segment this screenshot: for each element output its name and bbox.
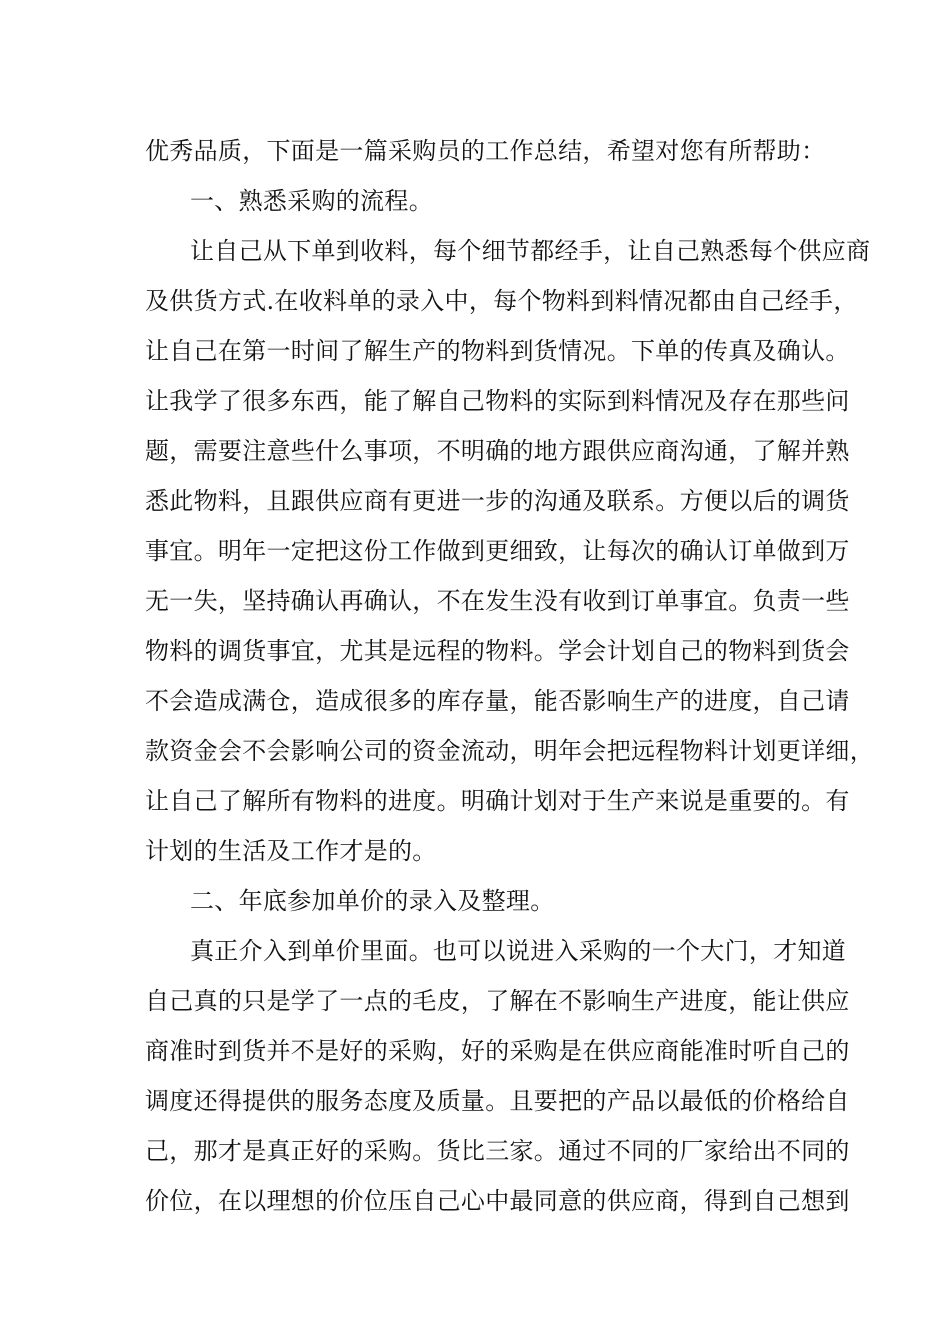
text-line: 己，那才是真正好的采购。货比三家。通过不同的厂家给出不同的 xyxy=(145,1137,850,1165)
text-line: 无一失，坚持确认再确认，不在发生没有收到订单事宜。负责一些 xyxy=(145,587,850,615)
text-line: 及供货方式.在收料单的录入中，每个物料到料情况都由自己经手， xyxy=(145,287,858,315)
text-line: 让我学了很多东西，能了解自己物料的实际到料情况及存在那些问 xyxy=(145,387,850,415)
text-line: 让自己在第一时间了解生产的物料到货情况。下单的传真及确认。 xyxy=(145,337,850,365)
text-line: 调度还得提供的服务态度及质量。且要把的产品以最低的价格给自 xyxy=(145,1087,850,1115)
text-line: 不会造成满仓，造成很多的库存量，能否影响生产的进度，自己请 xyxy=(145,687,850,715)
text-line: 事宜。明年一定把这份工作做到更细致，让每次的确认订单做到万 xyxy=(145,537,850,565)
text-line: 让自己从下单到收料，每个细节都经手，让自己熟悉每个供应商 xyxy=(190,237,871,265)
text-line: 价位，在以理想的价位压自己心中最同意的供应商，得到自己想到 xyxy=(145,1187,850,1215)
section-heading: 二、年底参加单价的录入及整理。 xyxy=(190,887,555,915)
text-line: 真正介入到单价里面。也可以说进入采购的一个大门，才知道 xyxy=(190,937,847,965)
text-line: 让自己了解所有物料的进度。明确计划对于生产来说是重要的。有 xyxy=(145,787,850,815)
text-line: 自己真的只是学了一点的毛皮，了解在不影响生产进度，能让供应 xyxy=(145,987,850,1015)
text-line: 优秀品质，下面是一篇采购员的工作总结，希望对您有所帮助： xyxy=(145,137,826,165)
text-line: 物料的调货事宜，尤其是远程的物料。学会计划自己的物料到货会 xyxy=(145,637,850,665)
text-line: 款资金会不会影响公司的资金流动，明年会把远程物料计划更详细， xyxy=(145,737,874,765)
text-line: 悉此物料，且跟供应商有更进一步的沟通及联系。方便以后的调货 xyxy=(145,487,850,515)
text-line: 商准时到货并不是好的采购，好的采购是在供应商能准时听自己的 xyxy=(145,1037,850,1065)
section-heading: 一、熟悉采购的流程。 xyxy=(190,187,433,215)
text-line: 计划的生活及工作才是的。 xyxy=(145,837,437,865)
text-line: 题，需要注意些什么事项，不明确的地方跟供应商沟通，了解并熟 xyxy=(145,437,850,465)
